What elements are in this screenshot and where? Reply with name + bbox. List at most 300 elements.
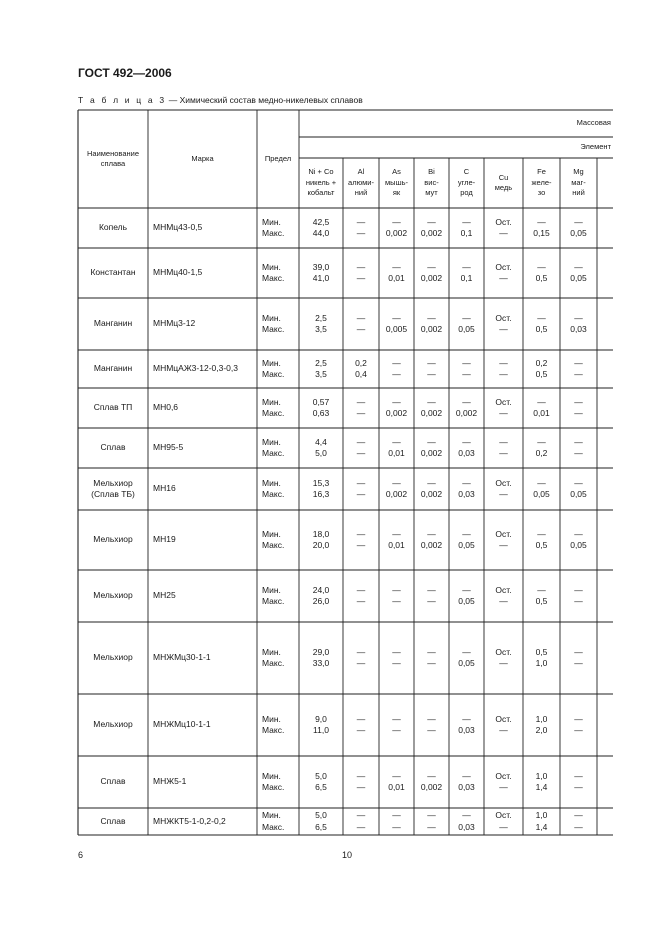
value-pair xyxy=(313,262,330,285)
value-min: — xyxy=(462,312,471,323)
row-element-value xyxy=(299,208,343,248)
value-max: — xyxy=(356,324,366,334)
value-min: — xyxy=(392,357,401,368)
row-element-value xyxy=(414,298,449,350)
row-element-value xyxy=(379,694,414,756)
value-min: — xyxy=(427,312,436,323)
limit-labels xyxy=(262,529,284,552)
limit-label: Мин. xyxy=(262,713,281,724)
row-element-value xyxy=(414,622,449,694)
value-max: — xyxy=(427,596,436,606)
value-min: Ост. xyxy=(495,584,512,595)
header-element-line: ний xyxy=(354,188,368,198)
value-max: 0,002 xyxy=(420,324,443,334)
row-element-value xyxy=(560,248,597,298)
value-min: — xyxy=(499,436,508,447)
value-min: — xyxy=(462,216,471,227)
row-element-value xyxy=(484,622,523,694)
row-element-value xyxy=(523,622,560,694)
value-max: — xyxy=(574,725,583,735)
value-pair xyxy=(495,714,511,737)
value-pair xyxy=(421,397,442,420)
alloy-name-line: Мельхиор xyxy=(93,590,133,601)
value-min: Ост. xyxy=(495,396,512,407)
row-element-value xyxy=(523,350,560,388)
header-element-col xyxy=(560,158,597,208)
row-element-value xyxy=(379,570,414,622)
value-pair xyxy=(315,313,327,336)
value-max: — xyxy=(499,658,508,668)
value-min: — xyxy=(427,713,436,724)
value-pair xyxy=(421,262,442,285)
value-max: — xyxy=(392,369,401,379)
alloy-name-line: Манганин xyxy=(93,318,133,329)
limit-label: Мин. xyxy=(262,770,281,781)
value-min: Ост. xyxy=(495,713,512,724)
value-pair xyxy=(421,217,442,240)
row-alloy-name xyxy=(78,298,148,350)
row-alloy-name xyxy=(78,248,148,298)
row-element-value xyxy=(414,208,449,248)
value-min: — xyxy=(356,713,366,724)
header-element-line: кобальт xyxy=(307,188,335,198)
row-limit xyxy=(262,208,299,248)
value-pair xyxy=(357,217,366,240)
value-pair xyxy=(458,585,475,608)
value-max: — xyxy=(392,658,401,668)
value-min: — xyxy=(574,216,583,227)
value-pair xyxy=(313,217,330,240)
value-min: Ост. xyxy=(495,477,512,488)
row-element-value xyxy=(484,756,523,808)
limit-label: Макс. xyxy=(262,540,285,550)
value-max: 0,05 xyxy=(570,273,587,283)
value-min: — xyxy=(356,261,366,272)
row-element-value xyxy=(560,428,597,468)
alloy-name-line: Мельхиор xyxy=(93,534,133,545)
value-pair xyxy=(574,771,583,794)
value-pair xyxy=(536,358,548,381)
value-min: — xyxy=(462,436,471,447)
header-element-line: Cu xyxy=(498,172,509,182)
row-limit xyxy=(262,248,299,298)
row-element-value xyxy=(414,808,449,835)
value-min: — xyxy=(574,770,583,781)
row-element-value xyxy=(449,510,484,570)
header-element-label xyxy=(348,167,374,199)
limit-label: Мин. xyxy=(262,646,281,657)
limit-label: Макс. xyxy=(262,489,285,499)
value-pair xyxy=(574,585,583,608)
header-limit: Предел xyxy=(264,153,292,163)
value-max: 5,0 xyxy=(315,448,327,458)
value-max: 1,4 xyxy=(535,821,548,832)
limit-labels xyxy=(262,714,284,737)
row-limit xyxy=(262,468,299,510)
value-pair xyxy=(427,647,436,670)
value-max: 20,0 xyxy=(312,540,330,550)
row-element-value xyxy=(379,468,414,510)
value-min: — xyxy=(574,477,583,488)
alloy-name-line: Мельхиор xyxy=(93,477,133,488)
value-max: 1,4 xyxy=(535,782,548,792)
header-element-line: як xyxy=(392,188,401,198)
row-limit xyxy=(262,350,299,388)
value-min: 18,0 xyxy=(312,528,330,539)
value-min: — xyxy=(427,357,436,368)
value-min: — xyxy=(392,312,401,323)
value-max: 44,0 xyxy=(312,228,330,238)
row-alloy-name xyxy=(78,468,148,510)
header-element-line: алюми- xyxy=(348,177,374,187)
alloy-name-line: Манганин xyxy=(93,363,133,374)
value-min: — xyxy=(462,357,471,368)
value-pair xyxy=(570,262,587,285)
value-max: — xyxy=(499,782,508,792)
alloy-name-line: Сплав xyxy=(100,776,126,787)
row-element-value xyxy=(343,622,379,694)
limit-label: Мин. xyxy=(262,436,281,447)
value-max: — xyxy=(392,596,401,606)
alloy-name-text xyxy=(93,534,132,546)
value-max: 0,5 xyxy=(535,324,548,334)
value-min: — xyxy=(574,584,583,595)
header-element-label xyxy=(571,167,586,199)
row-element-value xyxy=(449,694,484,756)
row-element-value xyxy=(560,756,597,808)
value-pair xyxy=(536,585,548,608)
value-max: 0,002 xyxy=(420,228,443,238)
value-pair xyxy=(313,714,329,737)
value-pair xyxy=(313,585,330,608)
value-min: — xyxy=(462,477,471,488)
limit-label: Макс. xyxy=(262,369,285,379)
header-element-col xyxy=(484,158,523,208)
header-element-label xyxy=(458,167,475,199)
value-min: — xyxy=(574,810,583,820)
value-pair xyxy=(427,810,436,833)
value-pair xyxy=(495,585,511,608)
value-max: — xyxy=(356,658,366,668)
row-element-value xyxy=(343,570,379,622)
value-pair xyxy=(461,262,473,285)
alloy-name-text xyxy=(101,442,126,454)
row-element-value xyxy=(523,208,560,248)
value-min: Ост. xyxy=(495,528,512,539)
value-pair xyxy=(495,397,511,420)
header-mass-fraction: Массовая xyxy=(576,118,611,128)
value-min: — xyxy=(462,646,471,657)
row-element-value xyxy=(299,756,343,808)
row-element-value xyxy=(299,468,343,510)
value-min: 2,5 xyxy=(315,312,327,323)
row-element-value xyxy=(523,756,560,808)
value-pair xyxy=(392,714,401,737)
value-min: — xyxy=(392,528,401,539)
value-pair xyxy=(313,478,330,501)
value-pair xyxy=(386,397,407,420)
value-max: — xyxy=(574,821,583,832)
limit-labels xyxy=(262,313,284,336)
value-max: — xyxy=(574,658,583,668)
value-pair xyxy=(458,478,475,501)
row-element-value xyxy=(484,694,523,756)
header-element-col xyxy=(414,158,449,208)
limit-label: Мин. xyxy=(262,810,281,820)
value-pair xyxy=(357,810,366,833)
value-min: — xyxy=(356,770,366,781)
value-max: 0,05 xyxy=(533,489,550,499)
limit-label: Мин. xyxy=(262,528,281,539)
value-max: — xyxy=(392,821,401,832)
value-min: 0,57 xyxy=(312,396,330,407)
row-element-value xyxy=(560,388,597,428)
value-pair xyxy=(458,529,475,552)
value-pair xyxy=(357,714,366,737)
row-limit xyxy=(262,756,299,808)
value-min: — xyxy=(574,357,583,368)
limit-labels xyxy=(262,437,284,460)
value-pair xyxy=(536,313,548,336)
row-grade: МНМц3-12 xyxy=(153,318,196,329)
value-max: 3,5 xyxy=(315,369,327,379)
alloy-name-line: Сплав xyxy=(100,815,126,826)
value-min: — xyxy=(462,584,471,595)
value-max: 0,01 xyxy=(533,408,550,418)
value-pair xyxy=(357,262,366,285)
value-min: 1,0 xyxy=(535,810,548,820)
value-max: 0,63 xyxy=(312,408,330,418)
value-pair xyxy=(386,313,407,336)
row-grade: МН0,6 xyxy=(153,402,179,413)
value-max: — xyxy=(574,408,583,418)
row-element-value xyxy=(414,428,449,468)
row-grade: МНЖМц30-1-1 xyxy=(153,652,211,663)
alloy-name-line: Копель xyxy=(98,222,128,233)
value-min: 5,0 xyxy=(315,770,327,781)
value-min: — xyxy=(427,216,436,227)
header-grade: Марка xyxy=(191,153,214,163)
table-caption xyxy=(78,95,363,105)
header-element-line: род xyxy=(460,188,473,198)
row-element-value xyxy=(523,388,560,428)
value-max: — xyxy=(356,228,366,238)
value-min: Ост. xyxy=(495,646,512,657)
value-pair xyxy=(570,217,587,240)
value-min: — xyxy=(427,477,436,488)
value-min: — xyxy=(574,436,583,447)
value-max: 0,05 xyxy=(570,540,587,550)
row-grade: МНЖКТ5-1-0,2-0,2 xyxy=(153,815,226,826)
header-element-line: ний xyxy=(572,188,585,198)
row-element-value xyxy=(379,298,414,350)
value-min: — xyxy=(462,261,471,272)
value-min: — xyxy=(574,646,583,657)
value-max: — xyxy=(356,408,366,418)
value-min: — xyxy=(356,396,366,407)
value-max: 0,05 xyxy=(458,658,475,668)
value-max: 0,03 xyxy=(458,489,475,499)
value-min: 42,5 xyxy=(312,216,330,227)
row-element-value xyxy=(414,468,449,510)
row-element-value xyxy=(484,388,523,428)
value-pair xyxy=(315,810,327,833)
value-min: — xyxy=(392,436,401,447)
alloy-name-text xyxy=(101,776,126,788)
header-element: Элемент xyxy=(580,142,611,152)
value-max: — xyxy=(427,725,436,735)
limit-label: Мин. xyxy=(262,312,281,323)
value-min: — xyxy=(499,357,508,368)
header-element-col xyxy=(299,158,343,208)
row-element-value xyxy=(560,298,597,350)
value-pair xyxy=(570,313,587,336)
value-pair xyxy=(536,714,548,737)
value-max: 0,01 xyxy=(388,540,405,550)
value-max: — xyxy=(356,540,366,550)
limit-label: Макс. xyxy=(262,273,285,283)
value-max: 0,002 xyxy=(385,489,408,499)
value-max: 0,05 xyxy=(570,489,587,499)
row-element-value xyxy=(379,388,414,428)
header-element-line: мут xyxy=(425,188,438,198)
limit-labels xyxy=(262,358,284,381)
value-pair xyxy=(574,714,583,737)
row-element-value xyxy=(299,388,343,428)
value-min: — xyxy=(537,477,546,488)
value-pair xyxy=(458,437,475,460)
value-max: 3,5 xyxy=(315,324,327,334)
row-element-value xyxy=(449,248,484,298)
row-element-value xyxy=(484,570,523,622)
value-max: 33,0 xyxy=(312,658,330,668)
row-alloy-name xyxy=(78,350,148,388)
limit-label: Макс. xyxy=(262,408,285,418)
row-element-value xyxy=(523,694,560,756)
value-pair xyxy=(499,358,508,381)
value-pair xyxy=(421,437,442,460)
page-number-center: 10 xyxy=(342,850,353,860)
row-element-value xyxy=(379,756,414,808)
value-max: — xyxy=(499,324,508,334)
value-max: — xyxy=(356,725,366,735)
value-max: 26,0 xyxy=(312,596,330,606)
value-min: — xyxy=(392,770,401,781)
row-element-value xyxy=(414,248,449,298)
value-max: — xyxy=(356,273,366,283)
row-element-value xyxy=(299,350,343,388)
value-pair xyxy=(357,647,366,670)
value-min: Ост. xyxy=(495,312,512,323)
row-element-value xyxy=(523,428,560,468)
value-min: 1,0 xyxy=(535,770,548,781)
value-max: 0,03 xyxy=(570,324,587,334)
row-grade: МН19 xyxy=(153,534,176,545)
value-min: — xyxy=(392,216,401,227)
row-element-value xyxy=(560,350,597,388)
alloy-name-text xyxy=(93,590,132,602)
limit-labels xyxy=(262,810,284,833)
limit-label: Макс. xyxy=(262,782,285,792)
limit-labels xyxy=(262,478,284,501)
value-pair xyxy=(574,397,583,420)
value-pair xyxy=(357,478,366,501)
row-grade: МНМц43-0,5 xyxy=(153,222,203,233)
header-element-line: Fe xyxy=(537,167,546,177)
value-min: — xyxy=(392,646,401,657)
row-element-value xyxy=(379,510,414,570)
value-min: — xyxy=(427,261,436,272)
value-pair xyxy=(499,437,508,460)
header-element-col xyxy=(379,158,414,208)
limit-label: Макс. xyxy=(262,448,285,458)
value-max: 0,002 xyxy=(420,489,443,499)
header-element-col xyxy=(449,158,484,208)
value-max: 0,15 xyxy=(533,228,550,238)
value-pair xyxy=(533,217,550,240)
value-min: — xyxy=(537,584,546,595)
alloy-name-line: Мельхиор xyxy=(93,719,133,730)
value-max: 0,5 xyxy=(535,596,548,606)
value-pair xyxy=(495,313,511,336)
row-element-value xyxy=(523,468,560,510)
alloy-name-line: (Сплав ТБ) xyxy=(91,489,135,499)
value-min: — xyxy=(427,584,436,595)
row-element-value xyxy=(343,468,379,510)
value-max: — xyxy=(356,596,366,606)
value-max: 0,002 xyxy=(420,540,443,550)
value-max: — xyxy=(499,725,508,735)
row-element-value xyxy=(560,208,597,248)
row-element-value xyxy=(343,248,379,298)
value-pair xyxy=(386,217,407,240)
header-element-line: As xyxy=(392,167,401,177)
header-element-line: Al xyxy=(357,167,365,177)
value-max: 0,05 xyxy=(570,228,587,238)
value-pair xyxy=(421,529,442,552)
value-min: 9,0 xyxy=(315,713,327,724)
value-min: — xyxy=(356,528,366,539)
value-pair xyxy=(495,529,511,552)
row-element-value xyxy=(560,694,597,756)
header-element-line: медь xyxy=(494,183,513,192)
row-element-value xyxy=(449,570,484,622)
alloy-name-text xyxy=(99,222,127,234)
row-element-value xyxy=(449,756,484,808)
value-max: 0,05 xyxy=(458,540,475,550)
row-element-value xyxy=(299,808,343,835)
row-element-value xyxy=(523,510,560,570)
row-element-value xyxy=(560,570,597,622)
limit-labels xyxy=(262,647,284,670)
value-pair xyxy=(574,810,583,833)
value-min: — xyxy=(356,312,366,323)
value-pair xyxy=(495,647,511,670)
value-max: — xyxy=(499,821,508,832)
row-element-value xyxy=(449,622,484,694)
limit-label: Макс. xyxy=(262,596,285,606)
row-grade: МНЖ5-1 xyxy=(153,776,187,787)
row-element-value xyxy=(379,350,414,388)
value-pair xyxy=(495,810,511,833)
value-min: Ост. xyxy=(495,216,512,227)
row-grade: МНМцАЖ3-12-0,3-0,3 xyxy=(153,363,238,374)
limit-label: Мин. xyxy=(262,261,281,272)
value-max: — xyxy=(427,658,436,668)
value-max: — xyxy=(499,228,508,238)
limit-label: Макс. xyxy=(262,658,285,668)
row-element-value xyxy=(299,298,343,350)
